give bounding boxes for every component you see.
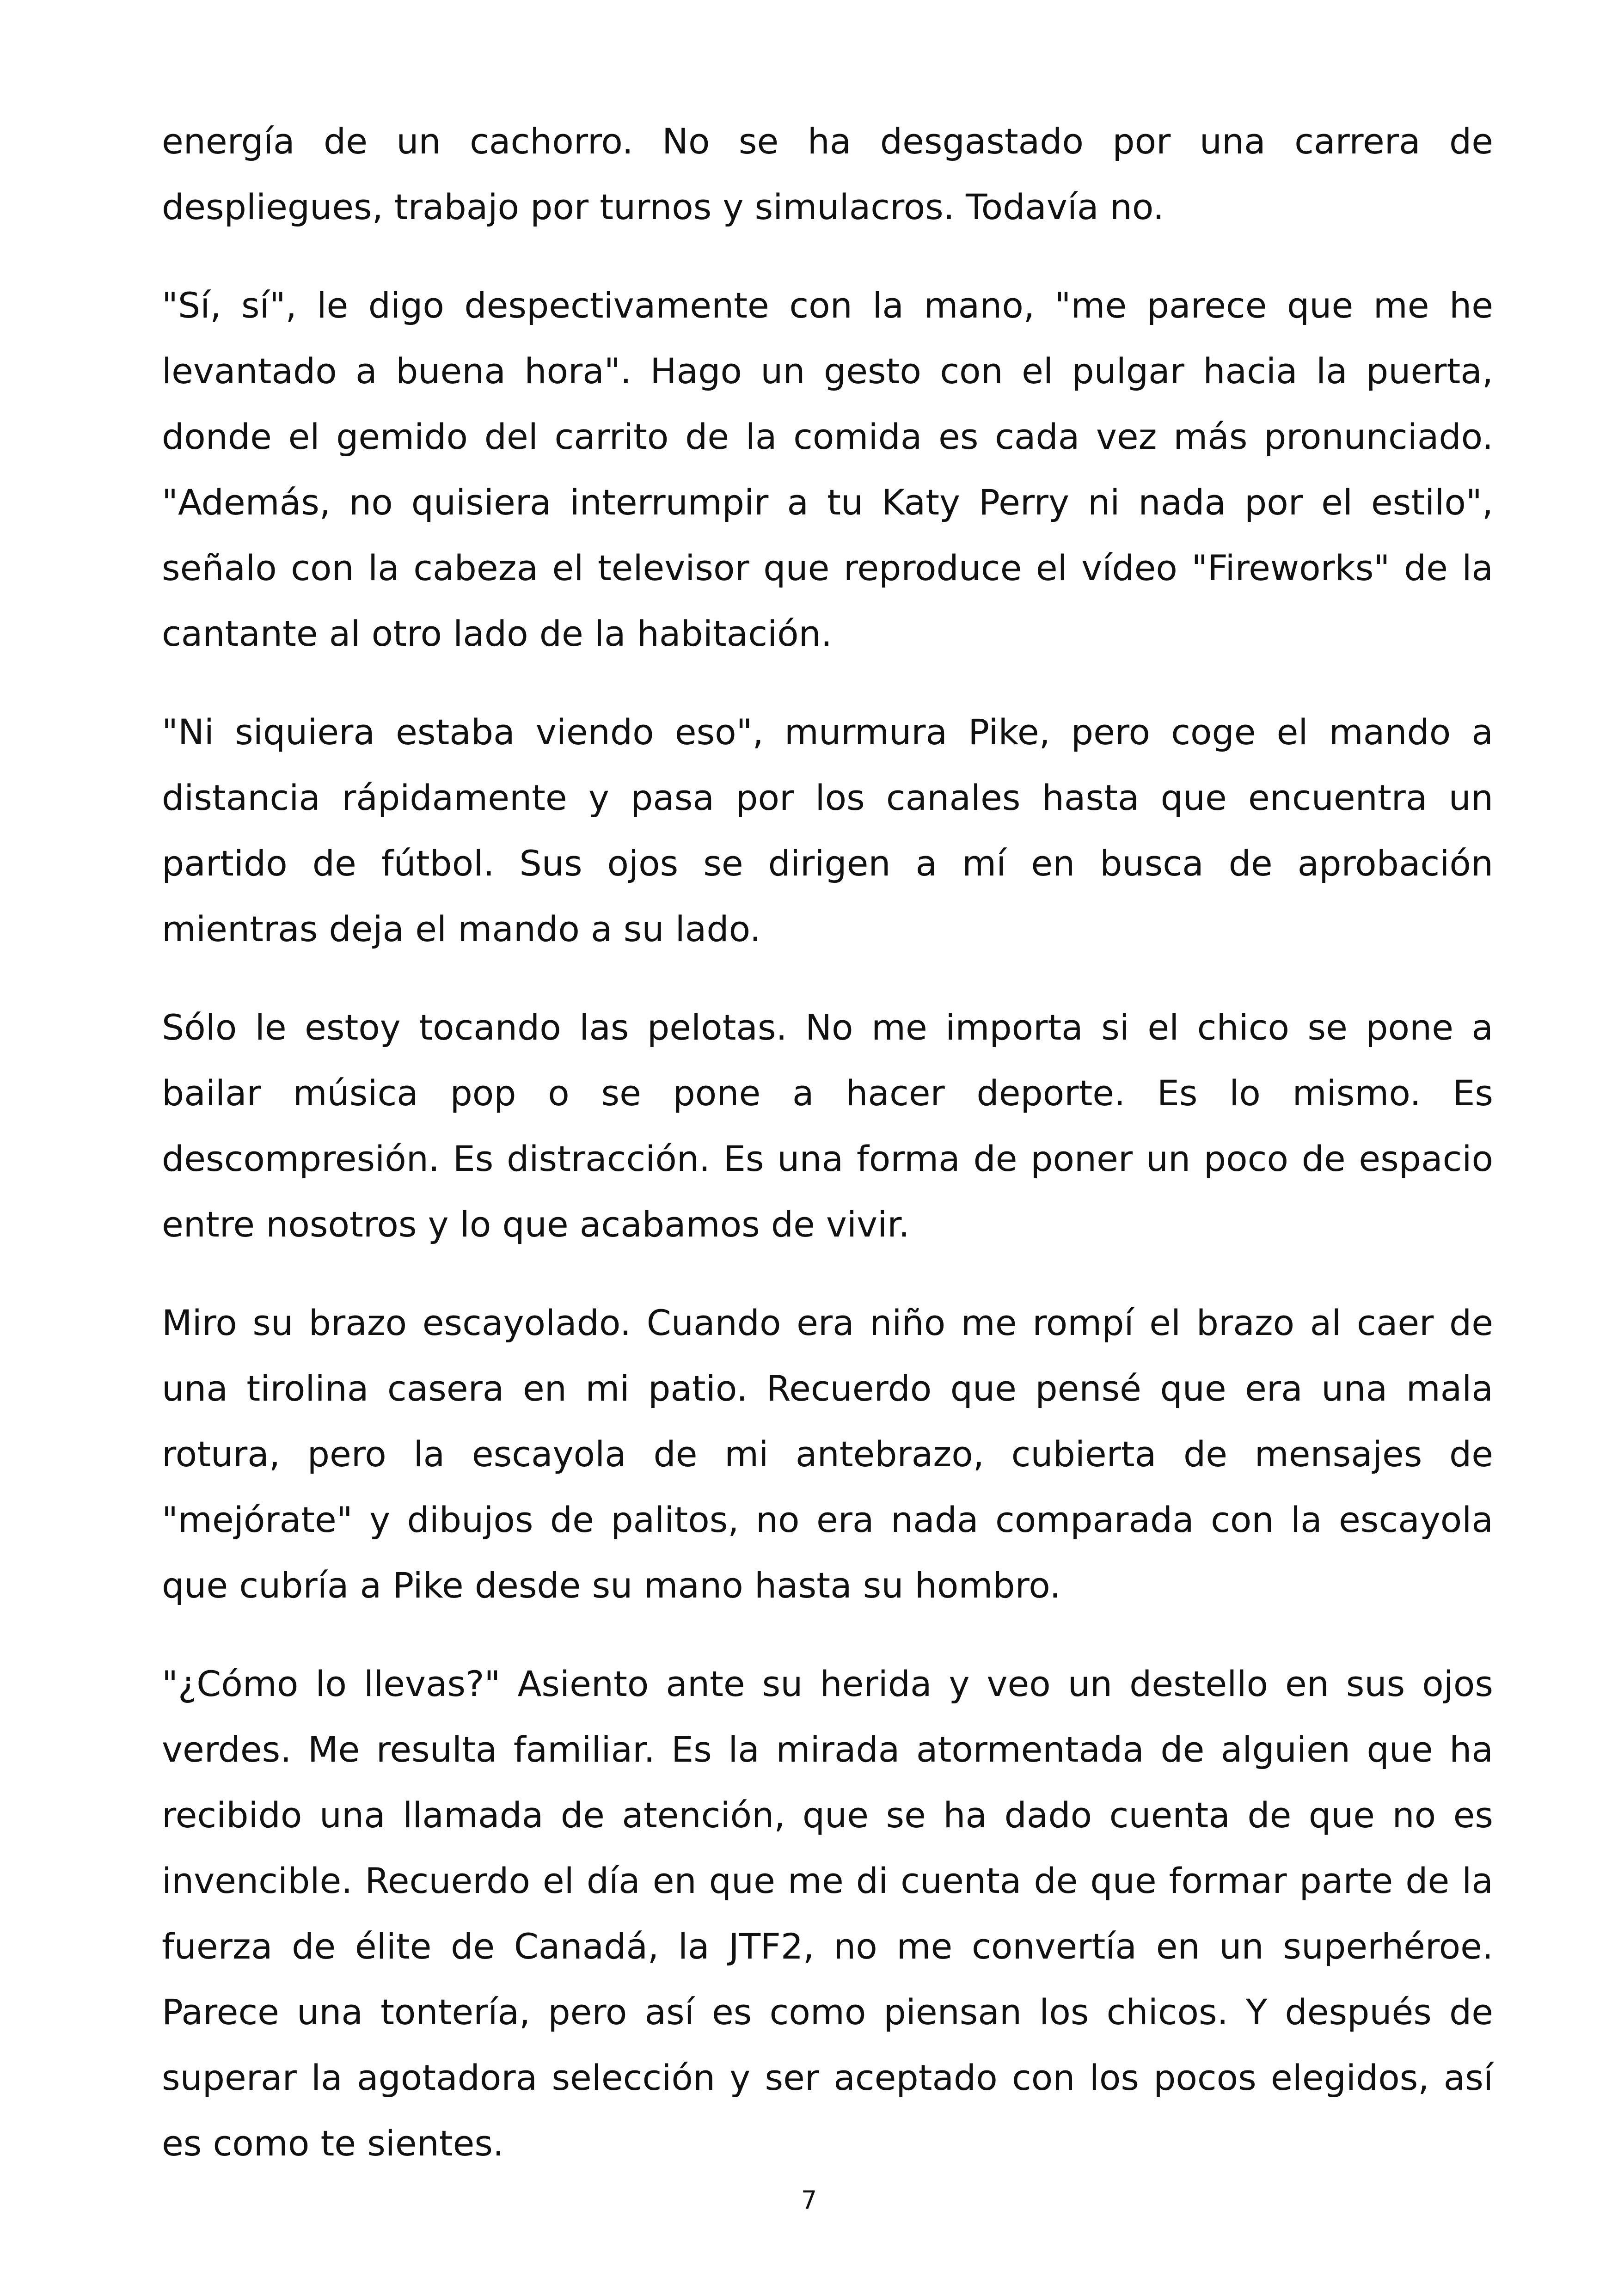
paragraph: "Ni siquiera estaba viendo eso", murmura Pike, pero coge el mando a distancia rápidamente y pasa por los canales hasta que encuentra un partido de fútbol. Sus ojos se dirigen a mí en busca de aprobación mientras deja el mando a su lado. — [162, 711, 1493, 949]
page-body — [162, 109, 1493, 2189]
page-number: 7 — [801, 2186, 817, 2215]
paragraph: energía de un cachorro. No se ha desgastado por una carrera de despliegues, trabajo por turnos y simulacros. Todavía no. — [162, 121, 1493, 227]
paragraph: Miro su brazo escayolado. Cuando era niño me rompí el brazo al caer de una tirolina casera en mi patio. Recuerdo que pensé que era una mala rotura, pero la escayola de mi antebrazo, cubierta de mensajes de "mejórate" y dibujos de palitos, no era nada comparada con la escayola que cubría a Pike desde su mano hasta su hombro. — [162, 1302, 1493, 1606]
paragraph: Sólo le estoy tocando las pelotas. No me importa si el chico se pone a bailar música pop o se pone a hacer deporte. Es lo mismo. Es descompresión. Es distracción. Es una forma de poner un poco de espacio entre nosotros y lo que acabamos de vivir. — [162, 1007, 1493, 1245]
paragraph: "¿Cómo lo llevas?" Asiento ante su herida y veo un destello en sus ojos verdes. Me resulta familiar. Es la mirada atormentada de alguien que ha recibido una llamada de atención, que se ha dado cuenta de que no es invencible. Recuerdo el día en que me di cuenta de que formar parte de la fuerza de élite de Canadá, la JTF2, no me convertía en un superhéroe. Parece una tontería, pero así es como piensan los chicos. Y después de superar la agotadora selección y ser aceptado con los pocos elegidos, así es como te sientes. — [162, 1663, 1493, 2164]
paragraph: "Sí, sí", le digo despectivamente con la mano, "me parece que me he levantado a buena hora". Hago un gesto con el pulgar hacia la puerta, donde el gemido del carrito de la comida es cada vez más pronunciado. "Además, no quisiera interrumpir a tu Katy Perry ni nada por el estilo", señalo con la cabeza el televisor que reproduce el vídeo "Fireworks" de la cantante al otro lado de la habitación. — [162, 285, 1493, 654]
